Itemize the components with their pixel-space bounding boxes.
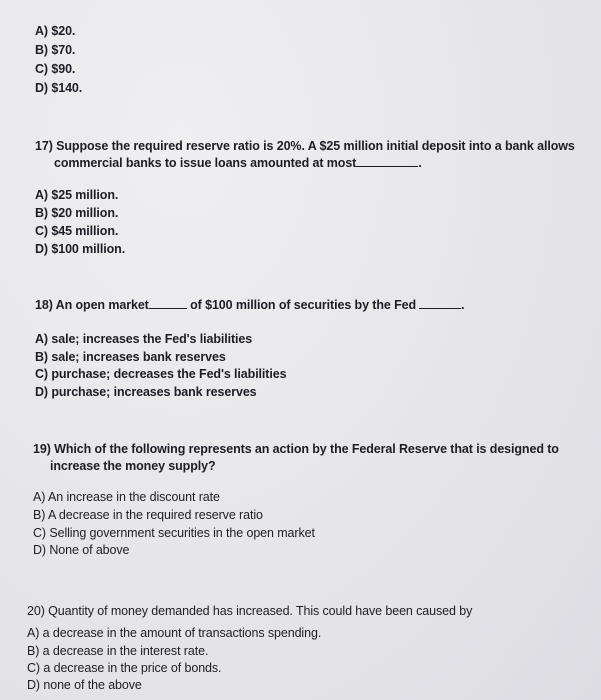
q17-option-a: A) $25 million. [35, 188, 119, 202]
q19-text-line2: increase the money supply? [50, 459, 216, 473]
q20-option-d: D) none of the above [27, 678, 142, 692]
q17-option-c: C) $45 million. [35, 224, 119, 238]
q20-option-a: A) a decrease in the amount of transactions spending. [27, 626, 322, 640]
q19-option-d: D) None of above [33, 543, 130, 557]
q16-option-c: C) $90. [35, 62, 76, 76]
q17-option-b: B) $20 million. [35, 206, 119, 220]
q17-option-d: D) $100 million. [35, 242, 126, 256]
q17-text-line1: 17) Suppose the required reserve ratio is 20%. A $25 million initial deposit into a bank allows [35, 139, 575, 153]
q18-option-a: A) sale; increases the Fed's liabilities [35, 332, 253, 346]
q16-option-a: A) $20. [35, 24, 76, 38]
q20-option-b: B) a decrease in the interest rate. [27, 644, 209, 658]
q16-option-b: B) $70. [35, 43, 76, 57]
q20-text-line1: 20) Quantity of money demanded has increased. This could have been caused by [27, 604, 473, 618]
q19-option-a: A) An increase in the discount rate [33, 490, 220, 504]
q18-option-d: D) purchase; increases bank reserves [35, 385, 257, 399]
q16-option-d: D) $140. [35, 81, 83, 95]
answer-blank [149, 297, 187, 309]
q20-option-c: C) a decrease in the price of bonds. [27, 661, 222, 675]
q19-option-c: C) Selling government securities in the open market [33, 526, 315, 540]
q17-text-line2: commercial banks to issue loans amounted at most . [54, 156, 422, 170]
q19-option-b: B) A decrease in the required reserve ratio [33, 508, 263, 522]
q18-option-c: C) purchase; decreases the Fed's liabilities [35, 367, 287, 381]
answer-blank [419, 297, 461, 309]
answer-blank [356, 155, 418, 167]
q18-text: 18) An open market of $100 million of securities by the Fed . [35, 298, 465, 312]
q18-option-b: B) sale; increases bank reserves [35, 350, 226, 364]
q19-text-line1: 19) Which of the following represents an action by the Federal Reserve that is designed to [33, 442, 559, 456]
